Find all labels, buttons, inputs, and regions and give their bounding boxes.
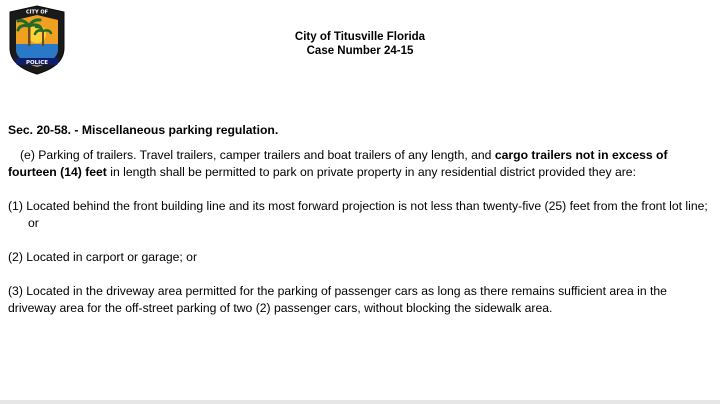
bottom-bar (0, 400, 720, 404)
paragraph-e (8, 147, 714, 181)
section-title: Sec. 20-58. - Miscellaneous parking regulation. (8, 123, 279, 137)
header-case-number: Case Number 24-15 (306, 45, 414, 57)
list-item: (1) Located behind the front building line and its most forward projection is not less than twenty-five (25) feet from the front lot line; or (8, 199, 708, 230)
paragraph-e-text-1: (e) Parking of trailers. Travel trailers, camper trailers and boat trailers of any length, and (20, 148, 495, 162)
svg-text:CITY OF: CITY OF (26, 9, 48, 16)
list-item: (2) Located in carport or garage; or (8, 250, 198, 264)
police-badge-logo (6, 4, 68, 76)
document-header (260, 30, 460, 58)
list-item: (3) Located in the driveway area permitted for the parking of passenger cars as long as there remains sufficient area in the driveway area for the off-street parking of two (2) passenger cars, without blocking the sidewalk area. (8, 284, 667, 315)
paragraph-e-text-2: in length shall be permitted to park on private property in any residential district provided they are: (106, 165, 636, 179)
ordinance-text (8, 122, 714, 334)
paragraph-e-bold: cargo trailers not in excess of fourteen (14) feet (8, 148, 668, 179)
svg-text:POLICE: POLICE (25, 60, 49, 66)
header-city: City of Titusville Florida (294, 31, 426, 43)
